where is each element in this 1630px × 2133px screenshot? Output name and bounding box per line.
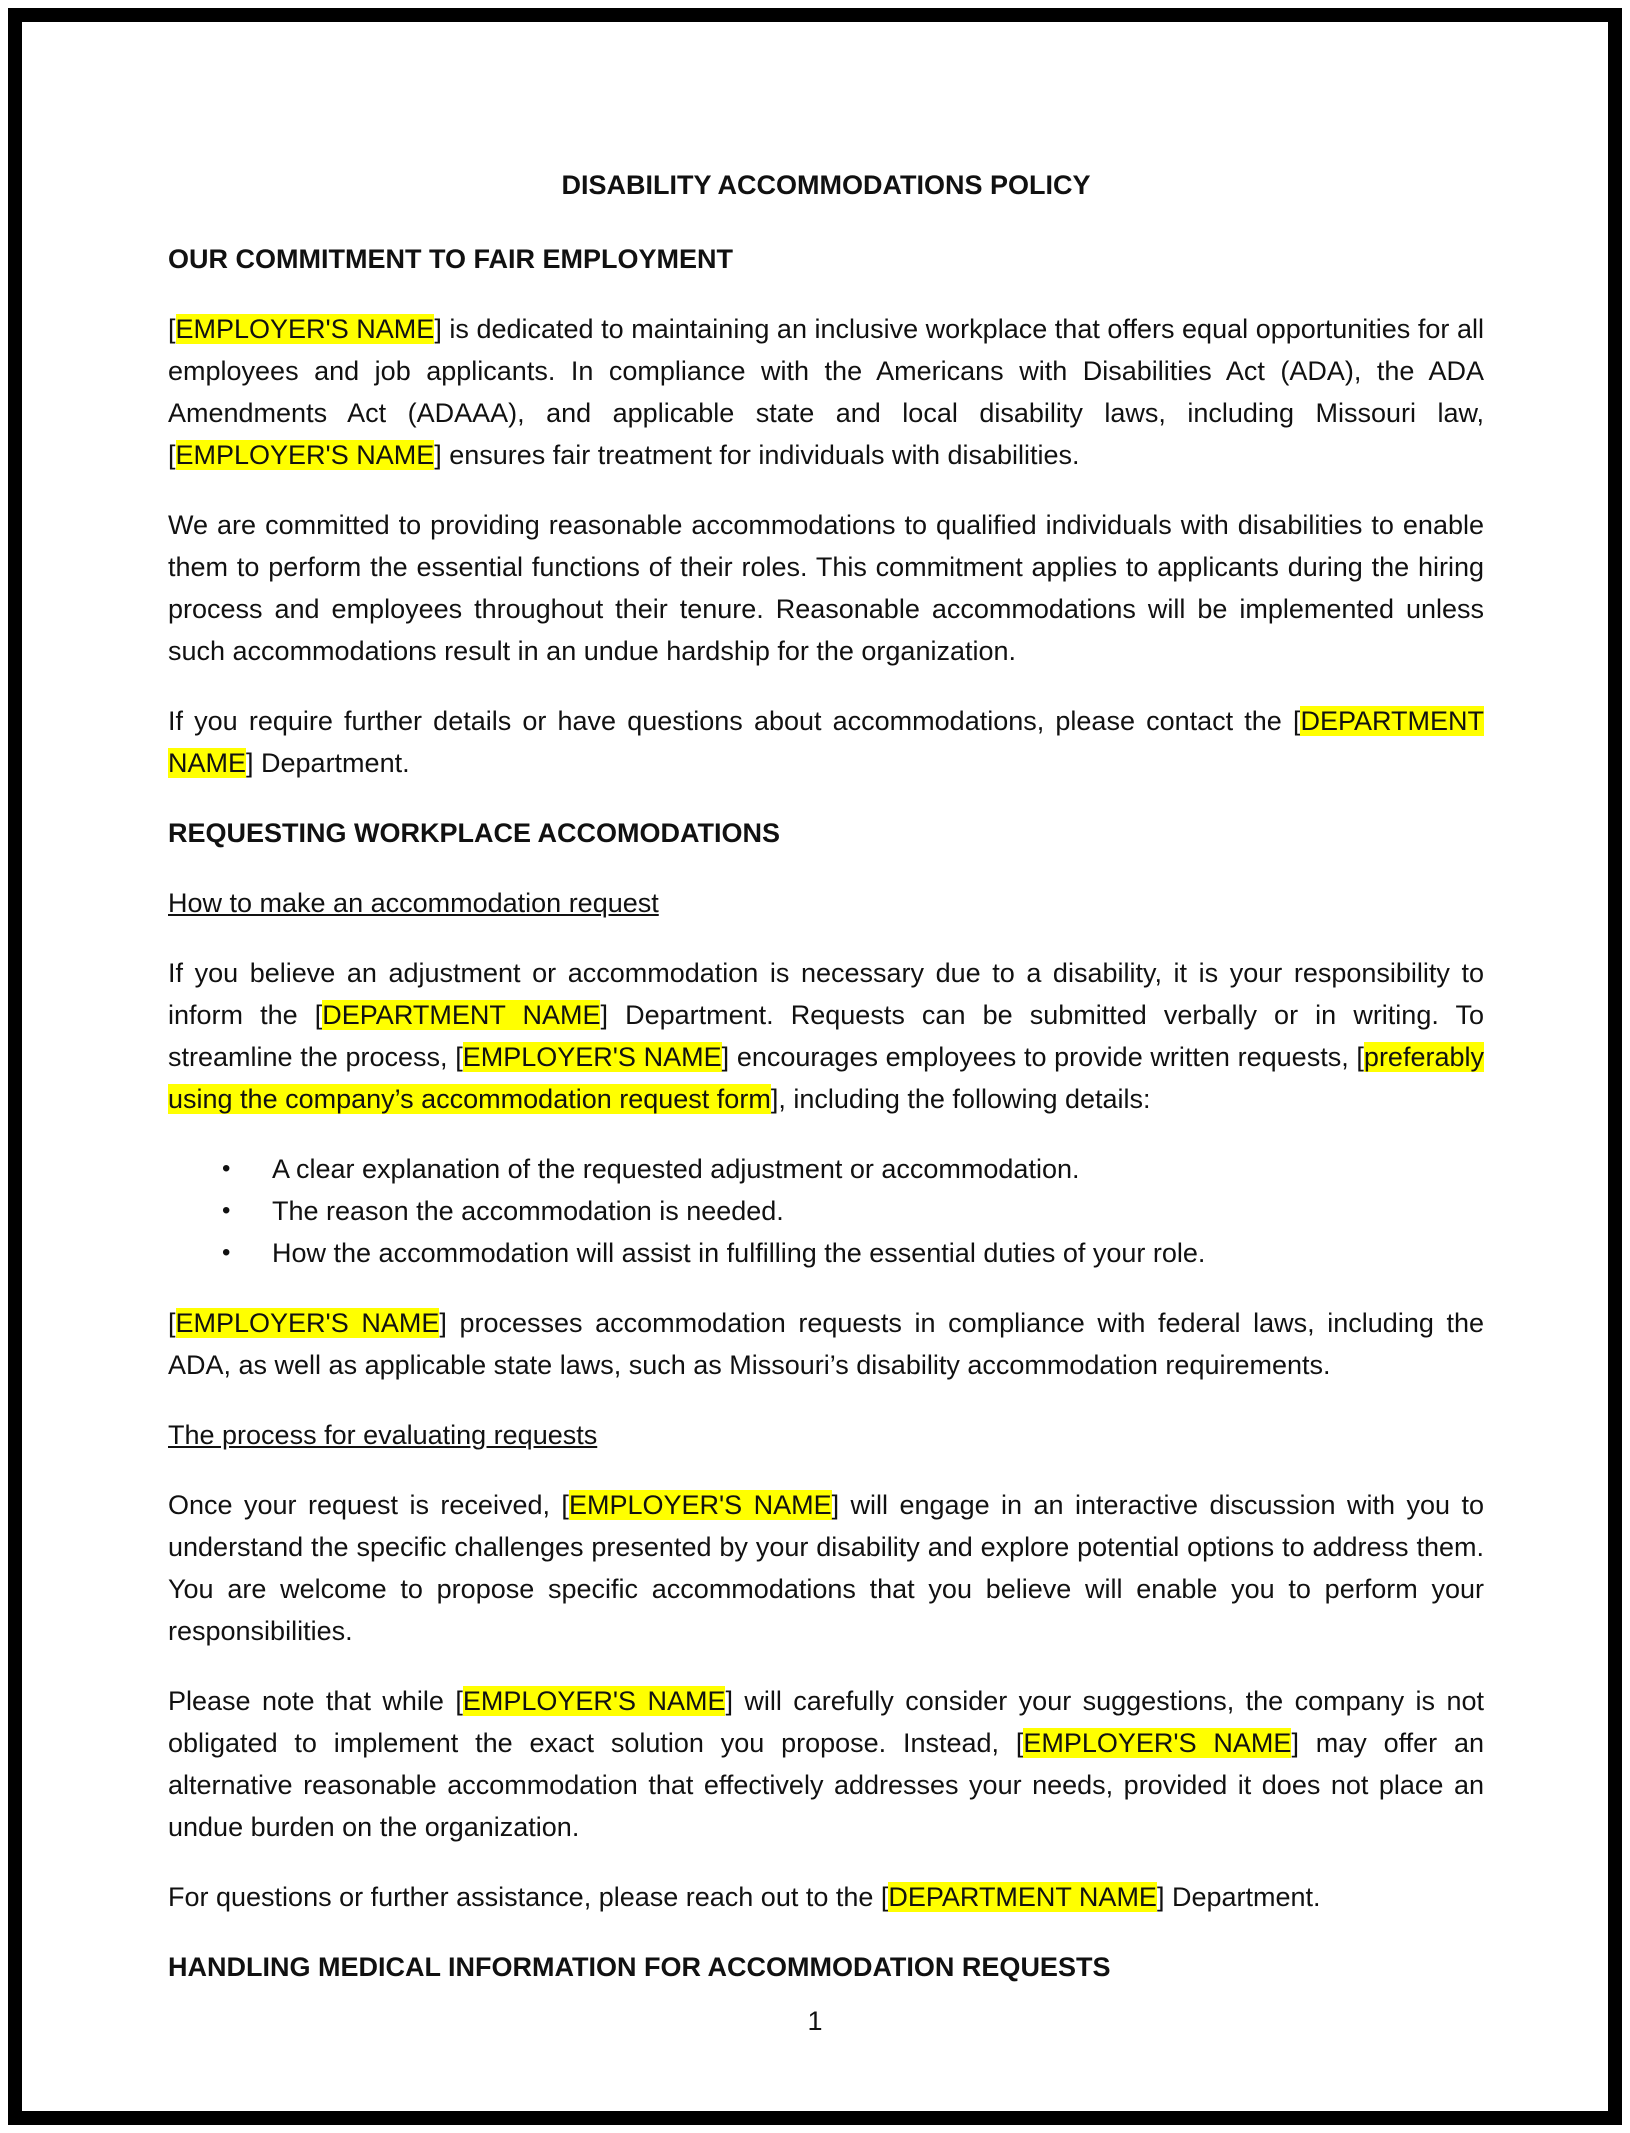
- paragraph: [168, 308, 1484, 476]
- text-run: HANDLING MEDICAL INFORMATION FOR ACCOMMODATION REQUESTS: [168, 1952, 1111, 1982]
- text-run: ] processes accommodation requests in compliance with federal laws, including the ADA, as well as applicable state laws, such as Missouri’s disability accommodation requirements.: [168, 1308, 1484, 1380]
- section-heading: [168, 1946, 1484, 1988]
- text-run: ] Department. Requests can be submitted verbally or in writing. To streamline the process, [: [168, 1000, 1484, 1072]
- text-run: If you believe an adjustment or accommodation is necessary due to a disability, it is your responsibility to inform the [: [168, 958, 1484, 1030]
- bullet-list: [168, 1148, 1484, 1274]
- text-run: If you require further details or have questions about accommodations, please contact the [: [168, 706, 1301, 736]
- section-heading: [168, 238, 1484, 280]
- text-run: How the accommodation will assist in fulfilling the essential duties of your role.: [272, 1238, 1206, 1268]
- text-run: How to make an accommodation request: [168, 888, 659, 918]
- text-run: The process for evaluating requests: [168, 1420, 598, 1450]
- text-run: ] ensures fair treatment for individuals with disabilities.: [434, 440, 1080, 470]
- text-run: [: [168, 1308, 176, 1338]
- bullet-item: [272, 1232, 1484, 1274]
- highlighted-placeholder: EMPLOYER'S NAME: [1023, 1728, 1292, 1758]
- paragraph: [168, 504, 1484, 672]
- text-run: ] encourages employees to provide written requests, [: [721, 1042, 1364, 1072]
- text-run: ] Department.: [1156, 1882, 1321, 1912]
- bullet-item: [272, 1190, 1484, 1232]
- highlighted-placeholder: EMPLOYER'S NAME: [175, 1308, 440, 1338]
- text-run: OUR COMMITMENT TO FAIR EMPLOYMENT: [168, 244, 733, 274]
- text-run: We are committed to providing reasonable accommodations to qualified individuals with disabilities to enable them to perform the essential functions of their roles. This commitment applies to applicants during the hiring process and employees throughout their tenure. Reasonable accommodations will be implemented unless such accommodations result in an undue hardship for the organization.: [168, 510, 1484, 666]
- page-border: [8, 8, 1622, 2125]
- section-heading: [168, 812, 1484, 854]
- document-body: [168, 238, 1484, 1988]
- highlighted-placeholder: DEPARTMENT NAME: [168, 706, 1484, 778]
- paragraph: [168, 1876, 1484, 1918]
- paragraph: [168, 1484, 1484, 1652]
- page-number: 1: [807, 2006, 823, 2036]
- highlighted-placeholder: EMPLOYER'S NAME: [462, 1686, 726, 1716]
- highlighted-placeholder: DEPARTMENT NAME: [322, 1000, 601, 1030]
- text-run: ], including the following details:: [770, 1084, 1151, 1114]
- text-run: ] Department.: [246, 748, 410, 778]
- text-run: ] will engage in an interactive discussion with you to understand the specific challenges presented by your disability and explore potential options to address them. You are welcome to propose specific accommodations that you believe will enable you to perform your responsibilities.: [168, 1490, 1484, 1646]
- paragraph: [168, 952, 1484, 1120]
- highlighted-placeholder: EMPLOYER'S NAME: [462, 1042, 722, 1072]
- text-run: ] is dedicated to maintaining an inclusive workplace that offers equal opportunities for all employees and job applicants. In compliance with the Americans with Disabilities Act (ADA), the ADA Amendments Act (ADAAA), and applicable state and local disability laws, including Missouri law, [: [168, 314, 1484, 470]
- text-run: ] will carefully consider your suggestions, the company is not obligated to implement the exact solution you propose. Instead, [: [168, 1686, 1484, 1758]
- text-run: A clear explanation of the requested adjustment or accommodation.: [272, 1154, 1080, 1184]
- sub-heading: [168, 882, 1484, 924]
- highlighted-placeholder: preferably using the company’s accommodation request form: [168, 1042, 1484, 1114]
- text-run: REQUESTING WORKPLACE ACCOMODATIONS: [168, 818, 780, 848]
- text-run: The reason the accommodation is needed.: [272, 1196, 784, 1226]
- text-run: Once your request is received, [: [168, 1490, 569, 1520]
- text-run: ] may offer an alternative reasonable accommodation that effectively addresses your needs, provided it does not place an undue burden on the organization.: [168, 1728, 1484, 1842]
- paragraph: [168, 1680, 1484, 1848]
- paragraph: [168, 1302, 1484, 1386]
- highlighted-placeholder: EMPLOYER'S NAME: [175, 440, 435, 470]
- document-page: [22, 22, 1608, 2111]
- highlighted-placeholder: EMPLOYER'S NAME: [175, 314, 435, 344]
- sub-heading: [168, 1414, 1484, 1456]
- text-run: For questions or further assistance, please reach out to the [: [168, 1882, 889, 1912]
- text-run: [: [168, 314, 176, 344]
- document-title: DISABILITY ACCOMMODATIONS POLICY: [561, 170, 1091, 200]
- highlighted-placeholder: DEPARTMENT NAME: [888, 1882, 1157, 1912]
- paragraph: [168, 700, 1484, 784]
- highlighted-placeholder: EMPLOYER'S NAME: [568, 1490, 832, 1520]
- bullet-item: [272, 1148, 1484, 1190]
- text-run: Please note that while [: [168, 1686, 463, 1716]
